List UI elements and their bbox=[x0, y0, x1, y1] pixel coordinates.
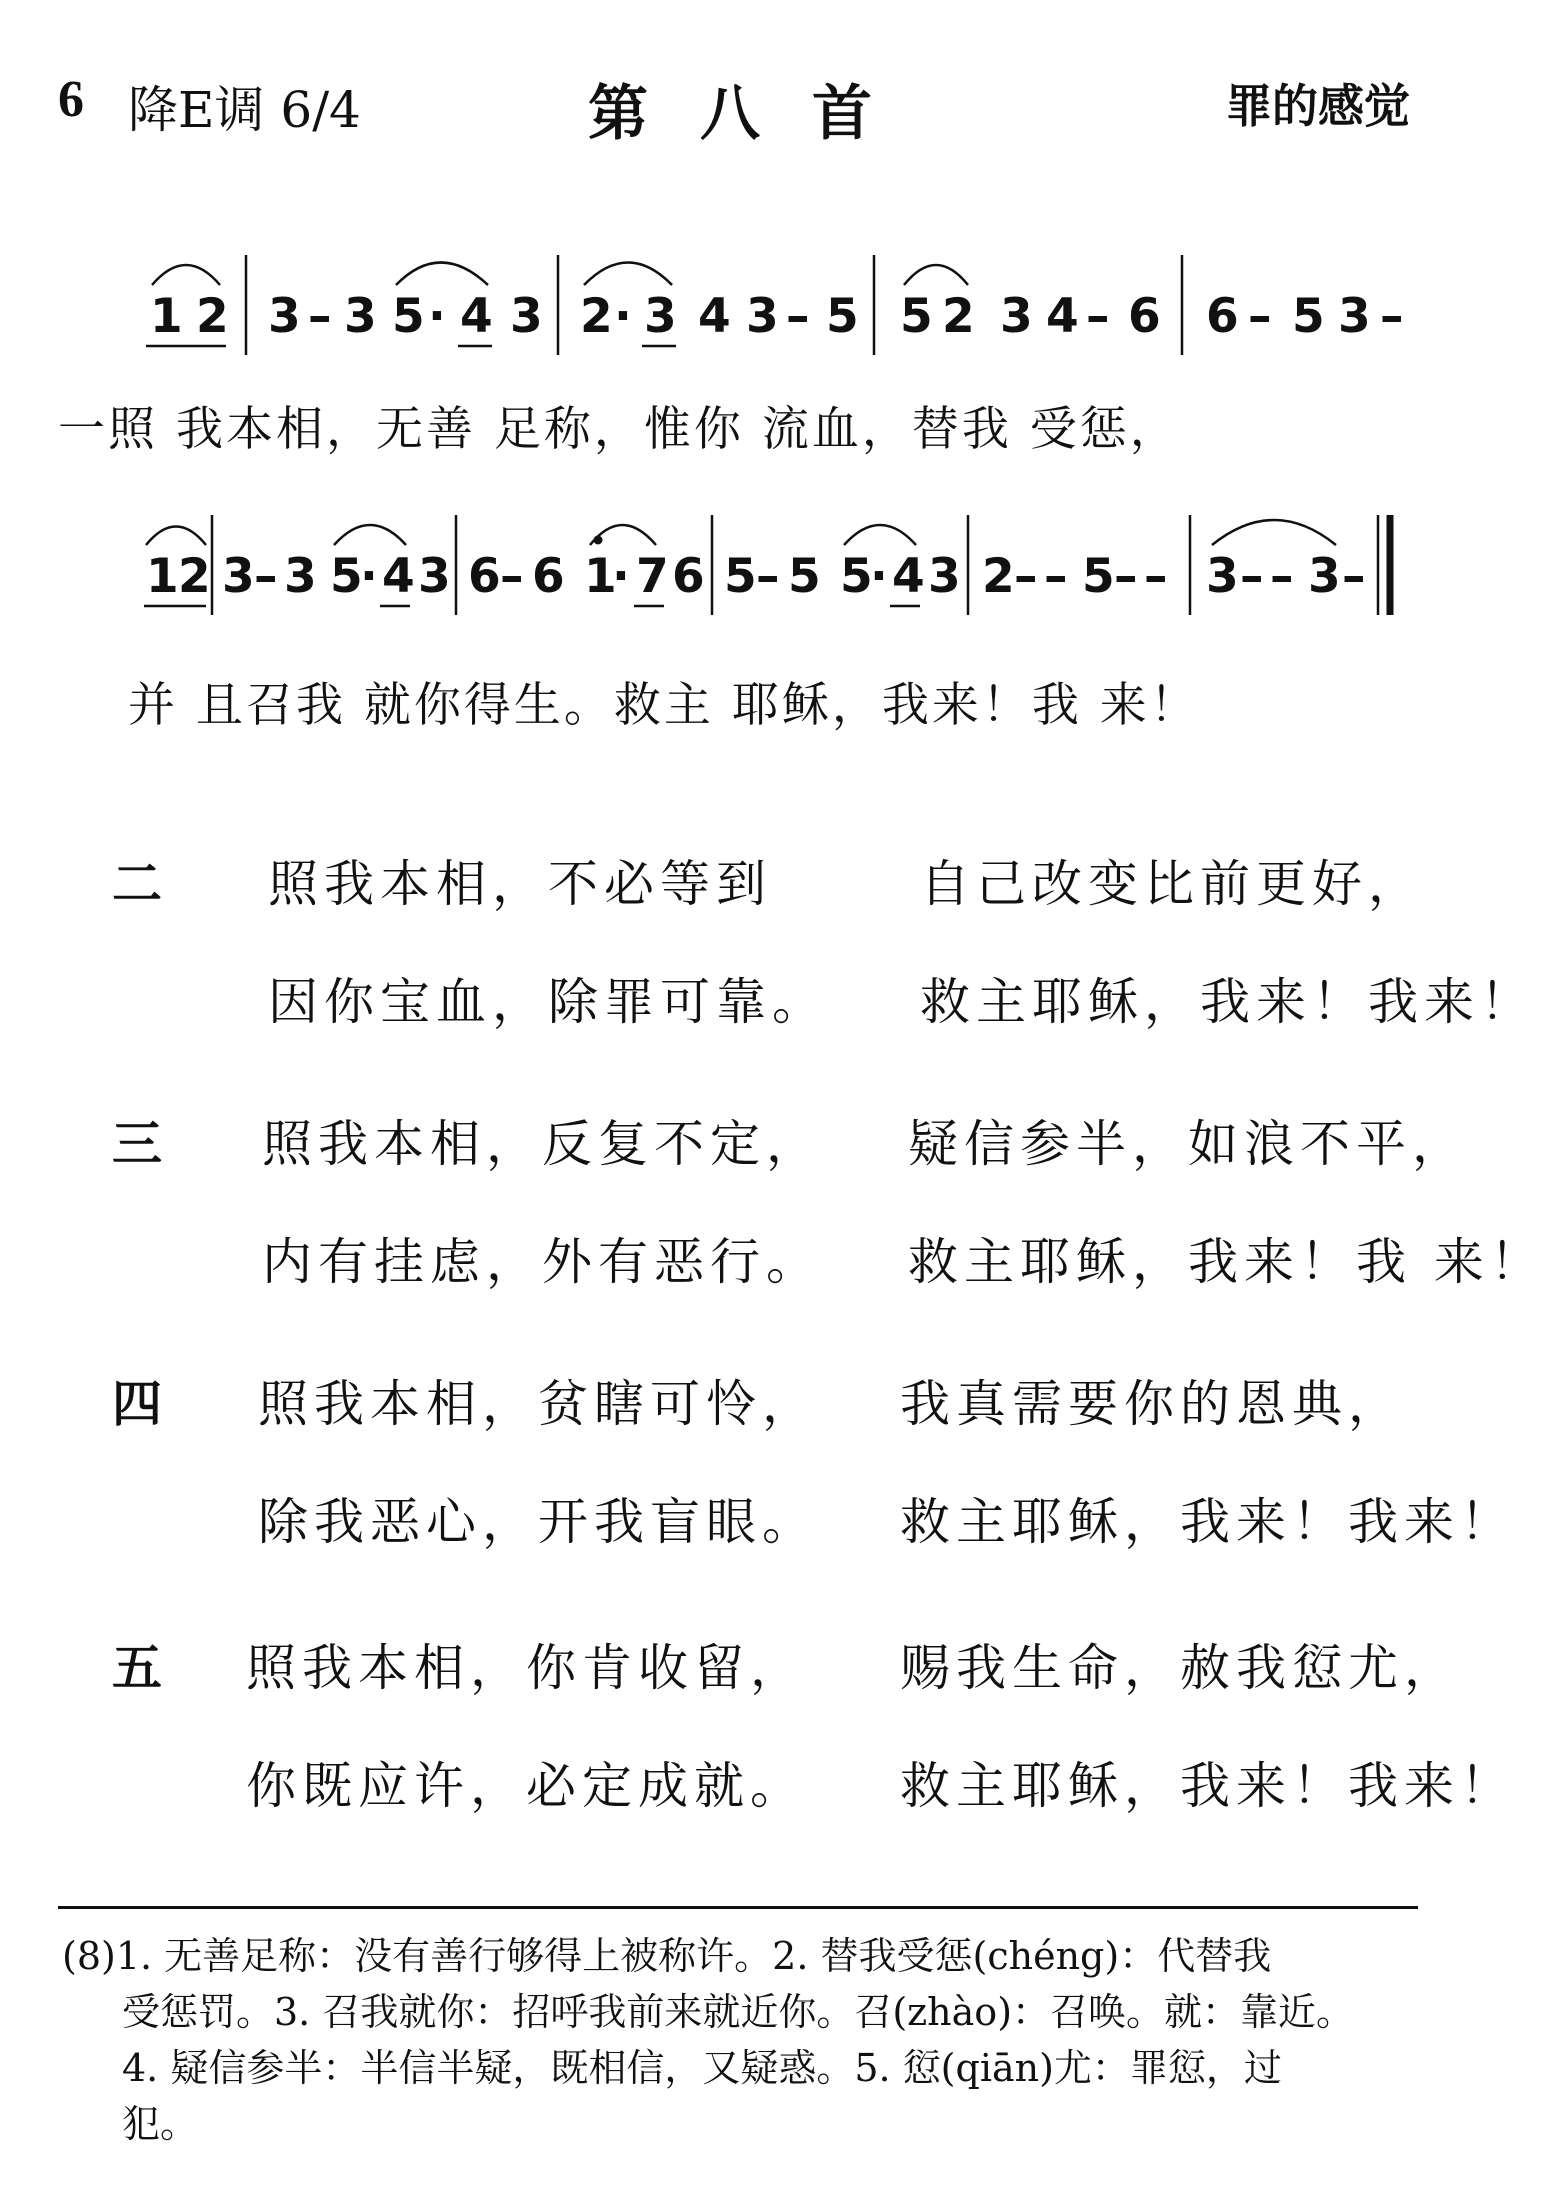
svg-text:3: 3 bbox=[1338, 289, 1371, 344]
verse-line: 照我本相，反复不定， bbox=[262, 1115, 822, 1173]
svg-text:3: 3 bbox=[928, 549, 961, 604]
svg-text:–: – bbox=[1114, 549, 1138, 604]
svg-text:·: · bbox=[360, 549, 378, 604]
hymn-title: 第八首 bbox=[588, 79, 924, 149]
svg-text:–: – bbox=[1014, 549, 1038, 604]
svg-text:5: 5 bbox=[1082, 549, 1115, 604]
verse-line: 自己改变比前更好， bbox=[920, 855, 1424, 913]
svg-text:3: 3 bbox=[644, 289, 677, 344]
svg-text:·: · bbox=[612, 549, 630, 604]
svg-text:3: 3 bbox=[746, 289, 779, 344]
svg-text:1: 1 bbox=[584, 549, 617, 604]
verse-line: 疑信参半，如浪不平， bbox=[908, 1115, 1468, 1173]
footnote-line: 受惩罚。3. 召我就你：招呼我前来就近你。召(zhào)：召唤。就：靠近。 bbox=[122, 1990, 1355, 2034]
verse-number: 四 bbox=[112, 1374, 162, 1433]
verse-line: 照我本相，不必等到 bbox=[268, 855, 772, 913]
hymn-number: 6 bbox=[58, 71, 84, 128]
svg-text:–: – bbox=[1240, 549, 1264, 604]
svg-text:–: – bbox=[500, 549, 524, 604]
svg-text:5: 5 bbox=[900, 289, 933, 344]
verse-line: 救主耶稣，我来！我 来！ bbox=[908, 1233, 1546, 1291]
svg-text:3: 3 bbox=[268, 289, 301, 344]
verse-line: 救主耶稣，我来！我来！ bbox=[900, 1757, 1516, 1815]
score-lyric-line-2: 并 且召我 就你得生。救主 耶稣，我来！我 来！ bbox=[128, 678, 1200, 733]
score-line-1 bbox=[146, 255, 1404, 355]
footnote-line: (8)1. 无善足称：没有善行够得上被称许。2. 替我受惩(chéng)：代替我 bbox=[62, 1934, 1272, 1978]
svg-text:5: 5 bbox=[826, 289, 859, 344]
svg-text:6: 6 bbox=[1206, 289, 1239, 344]
svg-text:5: 5 bbox=[392, 289, 425, 344]
svg-text:–: – bbox=[756, 549, 780, 604]
verse-line: 因你宝血，除罪可靠。 bbox=[268, 973, 828, 1031]
svg-text:3: 3 bbox=[1308, 549, 1341, 604]
hymn-subtitle: 罪的感觉 bbox=[1226, 79, 1410, 133]
svg-text:3: 3 bbox=[418, 549, 451, 604]
verse-number: 五 bbox=[112, 1638, 162, 1697]
svg-text:5: 5 bbox=[788, 549, 821, 604]
verse-line: 除我恶心，开我盲眼。 bbox=[258, 1493, 818, 1551]
svg-text:2: 2 bbox=[982, 549, 1015, 604]
svg-text:3: 3 bbox=[344, 289, 377, 344]
svg-text:6: 6 bbox=[532, 549, 565, 604]
score-lyric-line-1: 一照 我本相，无善 足称，惟你 流血，替我 受惩， bbox=[58, 402, 1180, 457]
svg-text:–: – bbox=[254, 549, 278, 604]
svg-text:3: 3 bbox=[510, 289, 543, 344]
verse-number: 二 bbox=[112, 854, 162, 913]
svg-text:3: 3 bbox=[284, 549, 317, 604]
verse-number: 三 bbox=[112, 1114, 162, 1173]
svg-text:6: 6 bbox=[468, 549, 501, 604]
svg-text:2: 2 bbox=[196, 289, 229, 344]
svg-text:–: – bbox=[1086, 289, 1110, 344]
svg-text:2: 2 bbox=[580, 289, 613, 344]
svg-text:5: 5 bbox=[840, 549, 873, 604]
verse-line: 照我本相，贫瞎可怜， bbox=[258, 1375, 818, 1433]
svg-text:5: 5 bbox=[330, 549, 363, 604]
svg-text:3: 3 bbox=[1000, 289, 1033, 344]
svg-text:–: – bbox=[1144, 549, 1168, 604]
svg-text:2: 2 bbox=[942, 289, 975, 344]
svg-text:4: 4 bbox=[460, 289, 493, 344]
svg-text:5: 5 bbox=[724, 549, 757, 604]
svg-text:3: 3 bbox=[1206, 549, 1239, 604]
verse-line: 照我本相，你肯收留， bbox=[246, 1639, 806, 1697]
svg-text:7: 7 bbox=[636, 549, 669, 604]
jianpu-score bbox=[0, 0, 1470, 720]
svg-text:–: – bbox=[1248, 289, 1272, 344]
svg-text:5: 5 bbox=[1292, 289, 1325, 344]
svg-text:4: 4 bbox=[382, 549, 415, 604]
svg-text:–: – bbox=[1342, 549, 1366, 604]
svg-text:3: 3 bbox=[222, 549, 255, 604]
verse-line: 救主耶稣，我来！我来！ bbox=[920, 973, 1536, 1031]
svg-text:·: · bbox=[870, 549, 888, 604]
verse-line: 内有挂虑，外有恶行。 bbox=[262, 1233, 822, 1291]
footnote bbox=[62, 1928, 1418, 2152]
svg-text:4: 4 bbox=[892, 549, 925, 604]
svg-text:·: · bbox=[428, 289, 446, 344]
verse-line: 你既应许，必定成就。 bbox=[246, 1757, 806, 1815]
svg-text:–: – bbox=[308, 289, 332, 344]
svg-text:–: – bbox=[1270, 549, 1294, 604]
svg-text:6: 6 bbox=[672, 549, 705, 604]
svg-text:1: 1 bbox=[150, 289, 183, 344]
svg-text:–: – bbox=[1044, 549, 1068, 604]
score-line-2 bbox=[144, 515, 1390, 615]
footnote-divider bbox=[58, 1906, 1418, 1909]
svg-text:4: 4 bbox=[698, 289, 731, 344]
svg-text:·: · bbox=[614, 289, 632, 344]
key-and-meter: 降E调 6/4 bbox=[128, 81, 361, 139]
verse-line: 救主耶稣，我来！我来！ bbox=[900, 1493, 1516, 1551]
svg-text:6: 6 bbox=[1128, 289, 1161, 344]
svg-text:–: – bbox=[1380, 289, 1404, 344]
svg-text:2: 2 bbox=[178, 549, 211, 604]
verse-line: 赐我生命，赦我愆尤， bbox=[900, 1639, 1460, 1697]
footnote-line: 4. 疑信参半：半信半疑，既相信，又疑惑。5. 愆(qiān)尤：罪愆，过 bbox=[122, 2046, 1282, 2090]
svg-text:1: 1 bbox=[146, 549, 179, 604]
svg-text:4: 4 bbox=[1046, 289, 1079, 344]
svg-text:–: – bbox=[786, 289, 810, 344]
footnote-line: 犯。 bbox=[122, 2102, 199, 2146]
verse-line: 我真需要你的恩典， bbox=[900, 1375, 1404, 1433]
